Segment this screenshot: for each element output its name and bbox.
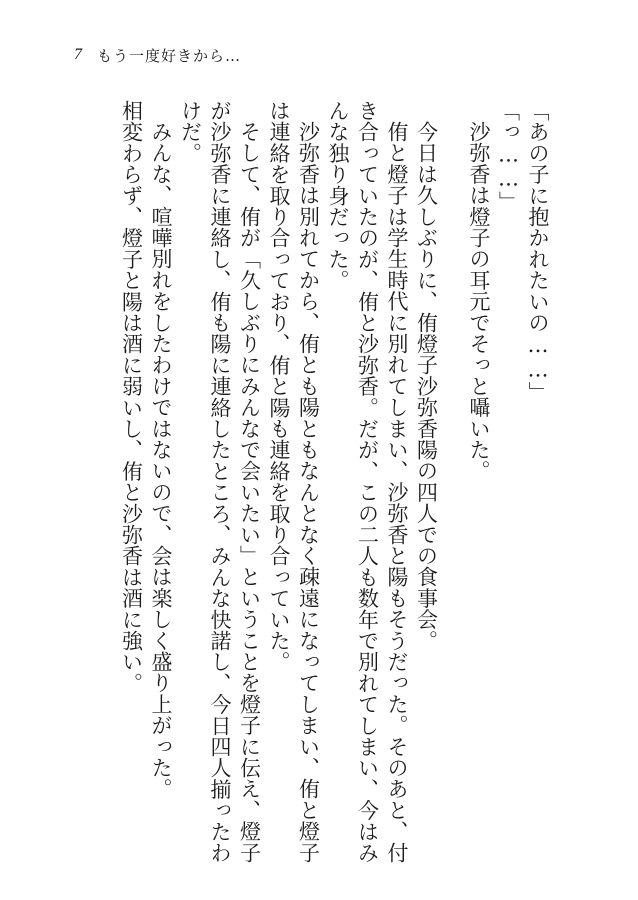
narration-paragraph: みんな、喧嘩別れをしたわけではないので、会は楽しく盛り上がった。 — [149, 121, 173, 800]
book-title: もう一度好きから… — [97, 46, 242, 65]
page-number: 7 — [74, 46, 83, 63]
dialogue-line: 「あの子に抱かれたいの……」 — [526, 100, 550, 403]
narration-paragraph: 沙弥香は別れてから、侑とも陽ともなんとなく疎遠になってしまい、侑と燈子は連絡を取り合っており、侑と陽も連絡を取り合っていた。 — [267, 100, 321, 863]
running-head — [74, 44, 241, 66]
body-text — [116, 100, 552, 880]
narration-paragraph: 相変わらず、燈子と陽は酒に弱いし、侑と沙弥香は酒に強い。 — [119, 100, 144, 694]
narration-paragraph: 侑と燈子は学生時代に別れてしまい、沙弥香と陽もそうだった。そのあと、付き合っていたのが、侑と沙弥香。だが、この二人も数年で別れてしまい、今はみんな独り身だった。 — [326, 100, 409, 864]
blank-line — [441, 100, 464, 880]
dialogue-line: 「っ……」 — [496, 100, 521, 212]
narration-paragraph: 今日は久しぶりに、侑燈子沙弥香陽の四人での食事会。 — [414, 121, 439, 651]
narration-paragraph: そして、侑が「久しぶりにみんなで会いたい」ということを燈子に伝え、燈子が沙弥香に連絡し、侑も陽に連絡したところ、みんな快諾し、今日四人揃ったわけだ。 — [178, 100, 262, 864]
narration-paragraph: 沙弥香は燈子の耳元でそっと囁いた。 — [467, 121, 491, 482]
